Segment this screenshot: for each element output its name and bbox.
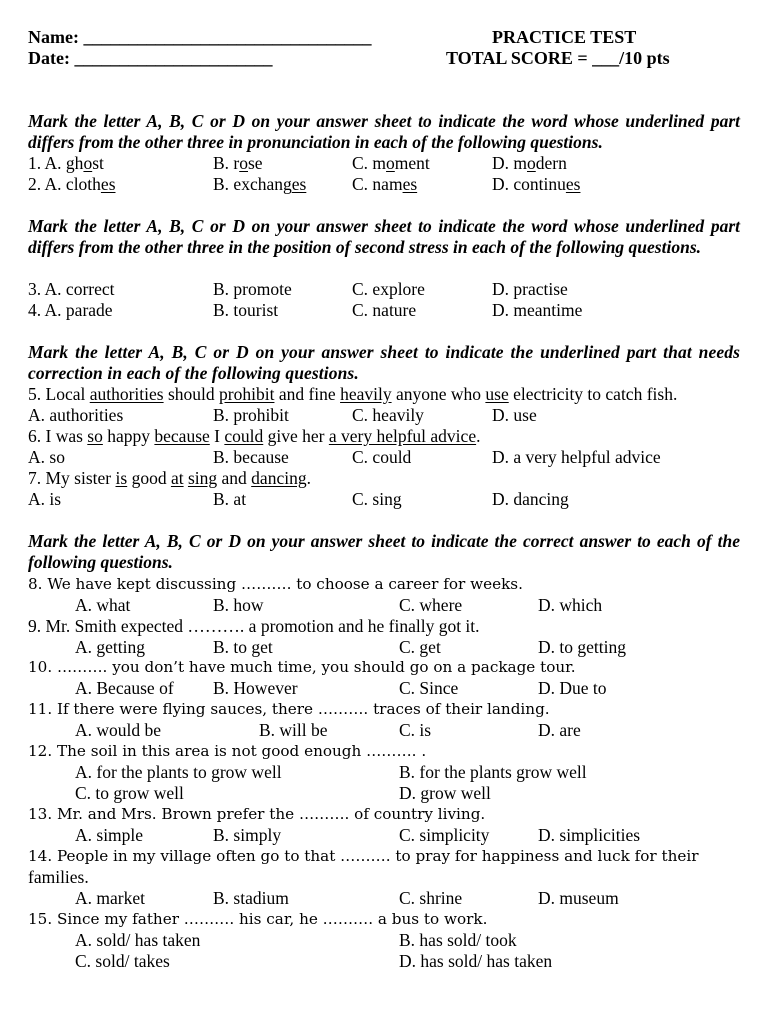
name-label: Name: — [28, 27, 79, 47]
q9-option-d: D. to getting — [538, 637, 626, 657]
q12-option-d: D. grow well — [399, 783, 491, 803]
q6-option-a: A. so — [28, 447, 65, 467]
section-correction-instruction: Mark the letter A, B, C or D on your answer sheet to indicate the underlined part that needs correction in each of the following questions. — [28, 342, 740, 383]
q10-option-d: D. Due to — [538, 678, 607, 698]
q7-sentence: 7. My sister is good at sing and dancing. — [28, 468, 311, 488]
q8-option-d: D. which — [538, 595, 603, 615]
q13-option-b: B. simply — [213, 825, 282, 845]
q12-option-a: A. for the plants to grow well — [75, 762, 282, 782]
q1-option-c: C. moment — [352, 153, 430, 173]
q13-option-d: D. simplicities — [538, 825, 641, 845]
q14-option-c: C. shrine — [399, 888, 463, 908]
q11-option-c: C. is — [399, 720, 432, 740]
q14-option-b: B. stadium — [213, 888, 289, 908]
q1-option-d: D. modern — [492, 153, 567, 173]
q8-option-a: A. what — [75, 595, 131, 615]
q15-stem: 15. Since my father ………. his car, he ………. a bus to work. — [28, 910, 488, 928]
q3-option-a: 3. A. correct — [28, 279, 115, 299]
q6-sentence: 6. I was so happy because I could give her a very helpful advice. — [28, 426, 481, 446]
date-line — [28, 48, 272, 69]
section-stress-instruction: Mark the letter A, B, C or D on your answer sheet to indicate the word whose underlined part differs from the other three in the position of second stress in each of the following questions. — [28, 216, 740, 257]
test-title: PRACTICE TEST — [492, 27, 637, 47]
q2-option-a: 2. A. clothes — [28, 174, 116, 194]
q4-option-b: B. tourist — [213, 300, 279, 320]
q13-stem: 13. Mr. and Mrs. Brown prefer the ………. of country living. — [28, 805, 486, 823]
q8-stem: 8. We have kept discussing ………. to choose a career for weeks. — [28, 575, 523, 593]
q1-option-a: 1. A. ghost — [28, 153, 104, 173]
q1-option-b: B. rose — [213, 153, 263, 173]
q5-option-d: D. use — [492, 405, 537, 425]
q8-option-b: B. how — [213, 595, 264, 615]
q9-stem: 9. Mr. Smith expected ………. a promotion and he finally got it. — [28, 616, 480, 636]
q11-option-d: D. are — [538, 720, 581, 740]
q7-option-a: A. is — [28, 489, 62, 509]
q13-option-c: C. simplicity — [399, 825, 490, 845]
q12-stem: 12. The soil in this area is not good enough ………. . — [28, 742, 427, 760]
q2-option-c: C. names — [352, 174, 418, 194]
q15-option-a: A. sold/ has taken — [75, 930, 201, 950]
q10-stem: 10. ………. you don’t have much time, you should go on a package tour. — [28, 658, 576, 676]
date-blank: ______________________ — [74, 48, 273, 68]
q15-option-d: D. has sold/ has taken — [399, 951, 553, 971]
q4-option-d: D. meantime — [492, 300, 583, 320]
q6-option-b: B. because — [213, 447, 289, 467]
q9-option-b: B. to get — [213, 637, 273, 657]
section-pronunciation-instruction: Mark the letter A, B, C or D on your answer sheet to indicate the word whose underlined part differs from the other three in pronunciation in each of the following questions. — [28, 111, 740, 152]
q13-option-a: A. simple — [75, 825, 144, 845]
q2-option-d: D. continues — [492, 174, 581, 194]
q12-option-b: B. for the plants grow well — [399, 762, 587, 782]
q9-option-c: C. get — [399, 637, 441, 657]
q6-option-d: D. a very helpful advice — [492, 447, 661, 467]
q4-option-c: C. nature — [352, 300, 417, 320]
q5-option-a: A. authorities — [28, 405, 124, 425]
q5-sentence: 5. Local authorities should prohibit and fine heavily anyone who use electricity to catch fish. — [28, 384, 678, 404]
q3-option-d: D. practise — [492, 279, 568, 299]
name-blank: ________________________________ — [83, 27, 372, 47]
q7-option-b: B. at — [213, 489, 247, 509]
section-correct-answer-instruction: Mark the letter A, B, C or D on your answer sheet to indicate the correct answer to each of the following questions. — [28, 531, 740, 572]
q5-option-c: C. heavily — [352, 405, 424, 425]
q11-option-a: A. would be — [75, 720, 162, 740]
q6-option-c: C. could — [352, 447, 412, 467]
q15-option-b: B. has sold/ took — [399, 930, 517, 950]
q10-option-a: A. Because of — [75, 678, 174, 698]
q10-option-b: B. However — [213, 678, 298, 698]
q14-stem: 14. People in my village often go to that ………. to pray for happiness and luck for their — [28, 847, 699, 865]
q7-option-d: D. dancing — [492, 489, 569, 509]
q2-option-b: B. exchanges — [213, 174, 307, 194]
q7-option-c: C. sing — [352, 489, 402, 509]
q9-option-a: A. getting — [75, 637, 145, 657]
q10-option-c: C. Since — [399, 678, 459, 698]
name-line — [28, 27, 371, 48]
q11-stem: 11. If there were flying sauces, there ………. traces of their landing. — [28, 700, 550, 718]
q4-option-a: 4. A. parade — [28, 300, 113, 320]
q3-option-c: C. explore — [352, 279, 425, 299]
q11-option-b: B. will be — [259, 720, 328, 740]
q15-option-c: C. sold/ takes — [75, 951, 170, 971]
q14-option-a: A. market — [75, 888, 145, 908]
total-score: TOTAL SCORE = ___/10 pts — [446, 48, 670, 68]
q14-option-d: D. museum — [538, 888, 619, 908]
q3-option-b: B. promote — [213, 279, 292, 299]
q8-option-c: C. where — [399, 595, 463, 615]
date-label: Date: — [28, 48, 70, 68]
q12-option-c: C. to grow well — [75, 783, 184, 803]
q5-option-b: B. prohibit — [213, 405, 289, 425]
q14-stem-continued: families. — [28, 867, 89, 887]
